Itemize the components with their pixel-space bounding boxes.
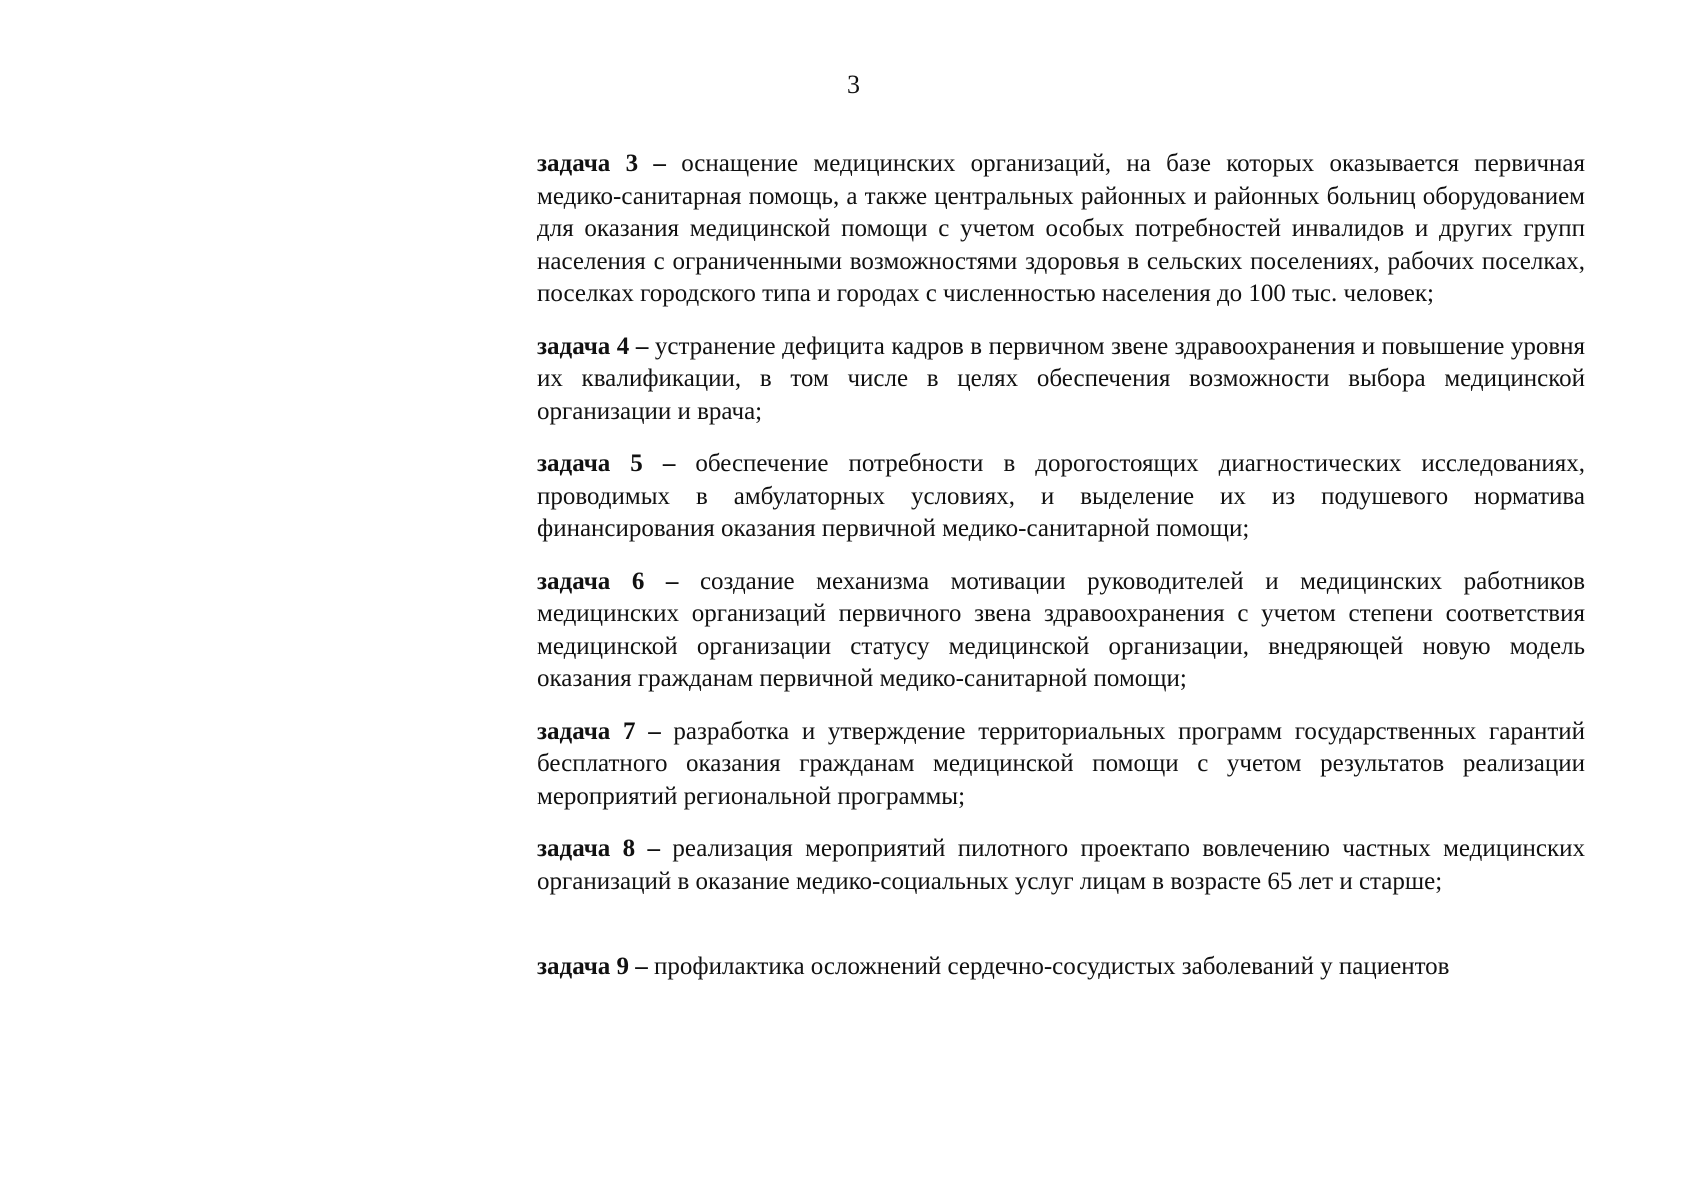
task-text: разработка и утверждение территориальных программ государственных гарантий бесплатного оказания гражданам медицинской помощи с учетом результатов реализации мероприятий региональной программы; [537, 717, 1586, 810]
task-dash: – [665, 567, 679, 595]
task-paragraph-6 [537, 566, 1585, 696]
task-paragraph-3 [537, 148, 1585, 311]
task-label: задача 9 [537, 953, 630, 980]
task-text: реализация мероприятий пилотного проектапо вовлечению частных медицинских организаций в оказание медико-социальных услуг лицам в возрасте 65 лет и старше; [537, 835, 1586, 895]
page-number-text: 3 [847, 70, 860, 99]
task-text: устранение дефицита кадров в первичном звене здравоохранения и повышение уровня их квалификации, в том числе в целях обеспечения возможности выбора медицинской организации и врача; [537, 332, 1586, 425]
task-label: задача 5 [537, 450, 643, 477]
task-paragraph-9 [537, 951, 1585, 984]
task-text: создание механизма мотивации руководителей и медицинских работников медицинских организаций первичного звена здравоохранения с учетом степени соответствия медицинской организации статусу медицинской организации, внедряющей новую модель оказания гражданам первичной медико-санитарной помощи; [537, 567, 1585, 692]
task-label: задача 8 [537, 835, 636, 862]
task-paragraph-8 [537, 833, 1585, 898]
task-paragraph-7 [537, 716, 1585, 814]
task-dash: – [635, 332, 649, 360]
document-body [537, 148, 1585, 1004]
task-text: обеспечение потребности в дорогостоящих диагностических исследованиях, проводимых в амбулаторных условиях, и выделение их из подушевого норматива финансирования оказания первичной медико-санитарной помощи; [537, 450, 1585, 542]
task-text: профилактика осложнений сердечно-сосудистых заболеваний у пациентов [654, 953, 1450, 980]
task-dash: – [647, 835, 661, 862]
page-number [0, 70, 1697, 100]
task-dash: – [662, 450, 676, 477]
task-label: задача 3 [537, 150, 639, 177]
task-paragraph-4 [537, 331, 1585, 429]
task-label: задача 7 [537, 717, 636, 745]
task-label: задача 4 [537, 332, 630, 360]
task-dash: – [635, 953, 648, 980]
task-dash: – [648, 717, 661, 745]
task-paragraph-5 [537, 448, 1585, 546]
task-text: оснащение медицинских организаций, на базе которых оказывается первичная медико-санитарная помощь, а также центральных районных и районных больниц оборудованием для оказания медицинской помощи с учетом особых потребностей инвалидов и других групп населения с ограниченными возможностями здоровья в сельских поселениях, рабочих поселках, поселках городского типа и городах с численностью населения до 100 тыс. человек; [537, 150, 1585, 307]
task-label: задача 6 [537, 567, 645, 595]
task-dash: – [653, 150, 666, 177]
